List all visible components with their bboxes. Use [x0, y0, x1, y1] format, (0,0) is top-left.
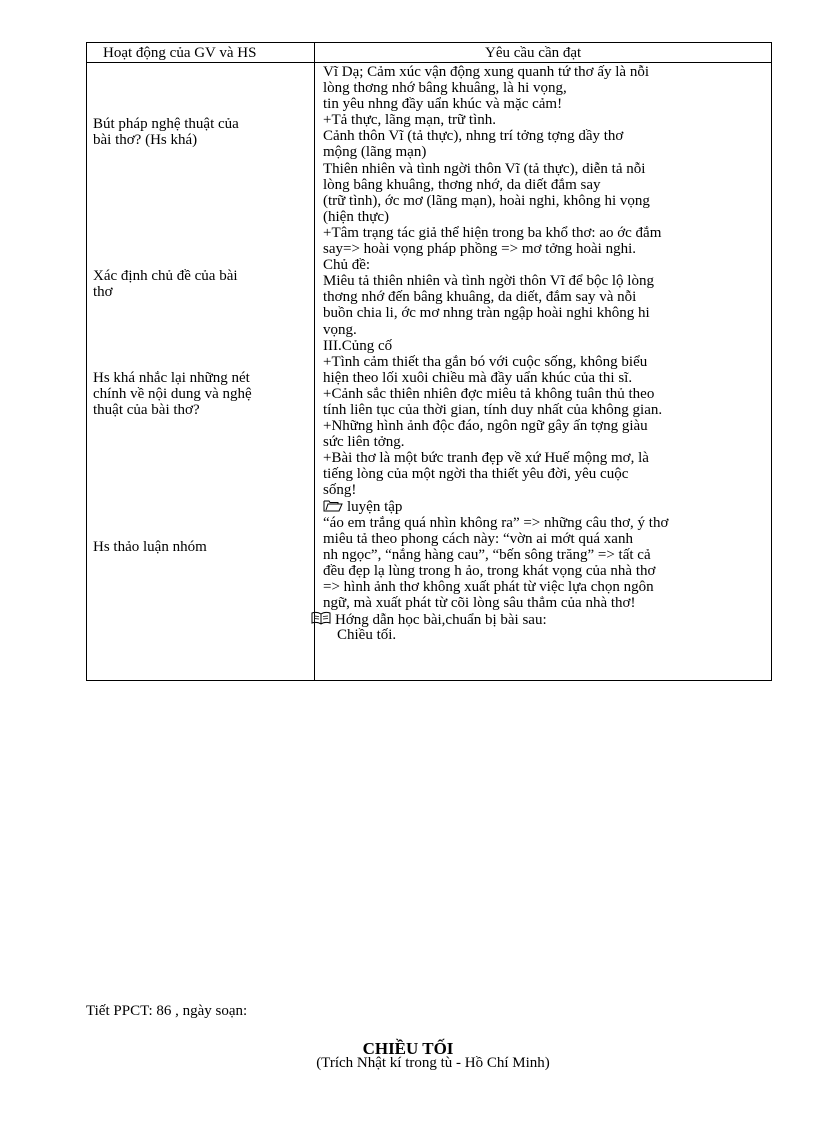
lesson-subtitle: (Trích Nhật kí trong tù - Hồ Chí Minh) [316, 1055, 550, 1071]
requirement-line: “áo em trắng quá nhìn không ra” => những câu thơ, ý thơ [323, 514, 669, 531]
left-item-line: Bút pháp nghệ thuật của [93, 116, 239, 132]
left-item-line: bài thơ? (Hs khá) [93, 132, 198, 148]
requirement-line: Chủ đề: [323, 257, 371, 274]
header-left: Hoạt động của GV và HS [103, 45, 257, 61]
left-item-line: thơ [93, 284, 113, 300]
header-divider [87, 62, 771, 63]
requirement-line: đều đẹp lạ lùng trong h ảo, trong khát vọng của nhà thơ [323, 562, 656, 579]
header-right: Yêu cầu cần đạt [485, 45, 582, 61]
requirement-line: hiện theo lối xuôi chiều mà đầy uẩn khúc của thi sĩ. [323, 369, 633, 386]
requirement-line: thơng nhớ đến bâng khuâng, da diết, đắm say và nỗi [323, 289, 637, 306]
left-item-line: chính về nội dung và nghệ [93, 386, 252, 402]
folder-icon [323, 499, 343, 516]
requirement-line: tin yêu nhng đầy uẩn khúc và mặc cảm! [323, 96, 563, 113]
left-item-line: thuật của bài thơ? [93, 402, 200, 418]
lesson-title: CHIỀU TỐI [362, 1039, 454, 1058]
left-item-line: Xác định chủ đề của bài [93, 268, 238, 284]
requirement-line: lòng thơng nhớ bâng khuâng, là hi vọng, [323, 80, 567, 97]
requirement-line: +Những hình ảnh độc đáo, ngôn ngữ gây ấn tợng giàu [323, 418, 648, 435]
requirement-line: tiếng lòng của một ngời tha thiết yêu đời, yêu cuộc [323, 466, 629, 483]
practice-label: luyện tập [347, 498, 403, 515]
open-book-icon [311, 611, 331, 629]
left-item-line: Hs khá nhắc lại những nét [93, 370, 250, 386]
left-item-line: Hs thảo luận nhóm [93, 539, 207, 555]
requirement-line: miêu tả theo phong cách này: “vờn ai mớt quá xanh [323, 530, 633, 547]
requirement-line: +Bài thơ là một bức tranh đẹp về xứ Huế mộng mơ, là [323, 450, 649, 467]
practice-heading [323, 499, 769, 515]
requirement-line: lòng bâng khuâng, thơng nhớ, da diết đắm say [323, 176, 601, 193]
requirement-line: Miêu tả thiên nhiên và tình ngời thôn Vĩ để bộc lộ lòng [323, 273, 654, 290]
period-line: Tiết PPCT: 86 , ngày soạn: [86, 1003, 248, 1019]
requirement-line: Chiều tối. [337, 627, 397, 644]
requirement-line: sức liên tởng. [323, 434, 405, 451]
requirement-line: sống! [323, 482, 357, 499]
requirement-line: say=> hoài vọng pháp phồng => mơ tởng hoài nghi. [323, 241, 637, 258]
requirement-line: nh ngọc”, “nắng hàng cau”, “bến sông trăng” => tất cả [323, 546, 651, 563]
column-divider [314, 43, 315, 680]
guide-heading [311, 611, 769, 627]
requirement-line: +Tâm trạng tác giả thể hiện trong ba khổ thơ: ao ớc đắm [323, 224, 662, 241]
requirement-line: +Tình cảm thiết tha gắn bó với cuộc sống, không biểu [323, 353, 648, 370]
requirement-line: +Tả thực, lãng mạn, trữ tình. [323, 112, 497, 129]
requirement-line: (hiện thực) [323, 208, 390, 225]
lesson-table [86, 42, 772, 681]
requirement-line: III.Củng cố [323, 337, 393, 354]
requirement-line: mộng (lãng mạn) [323, 144, 427, 161]
left-item-review [93, 370, 307, 418]
left-item-group [93, 539, 307, 555]
requirements-column [323, 64, 769, 643]
left-item-theme [93, 268, 307, 300]
requirement-line: ngữ, mà xuất phát từ cõi lòng sâu thẳm của nhà thơ! [323, 595, 636, 612]
requirement-line: vọng. [323, 321, 357, 338]
requirement-line: Vĩ Dạ; Cảm xúc vận động xung quanh tứ thơ ấy là nỗi [323, 64, 650, 80]
requirement-line: Thiên nhiên và tình ngời thôn Vĩ (tả thực), diễn tả nỗi [323, 160, 646, 177]
guide-label: Hớng dẫn học bài,chuẩn bị bài sau: [335, 612, 547, 629]
requirement-line: Cảnh thôn Vĩ (tả thực), nhng trí tởng tợng dầy thơ [323, 128, 624, 145]
requirement-line: => hình ảnh thơ không xuất phát từ việc lựa chọn ngôn [323, 579, 654, 595]
requirement-line: tính liên tục của thời gian, tính duy nhất của không gian. [323, 401, 663, 418]
requirement-line: buồn chia li, ớc mơ nhng tràn ngập hoài nghi không hi [323, 305, 650, 322]
left-item-art [93, 116, 307, 148]
requirement-line: +Cảnh sắc thiên nhiên đợc miêu tả không tuân thủ theo [323, 385, 655, 402]
requirement-line: (trữ tình), ớc mơ (lãng mạn), hoài nghi, không hi vọng [323, 192, 650, 209]
